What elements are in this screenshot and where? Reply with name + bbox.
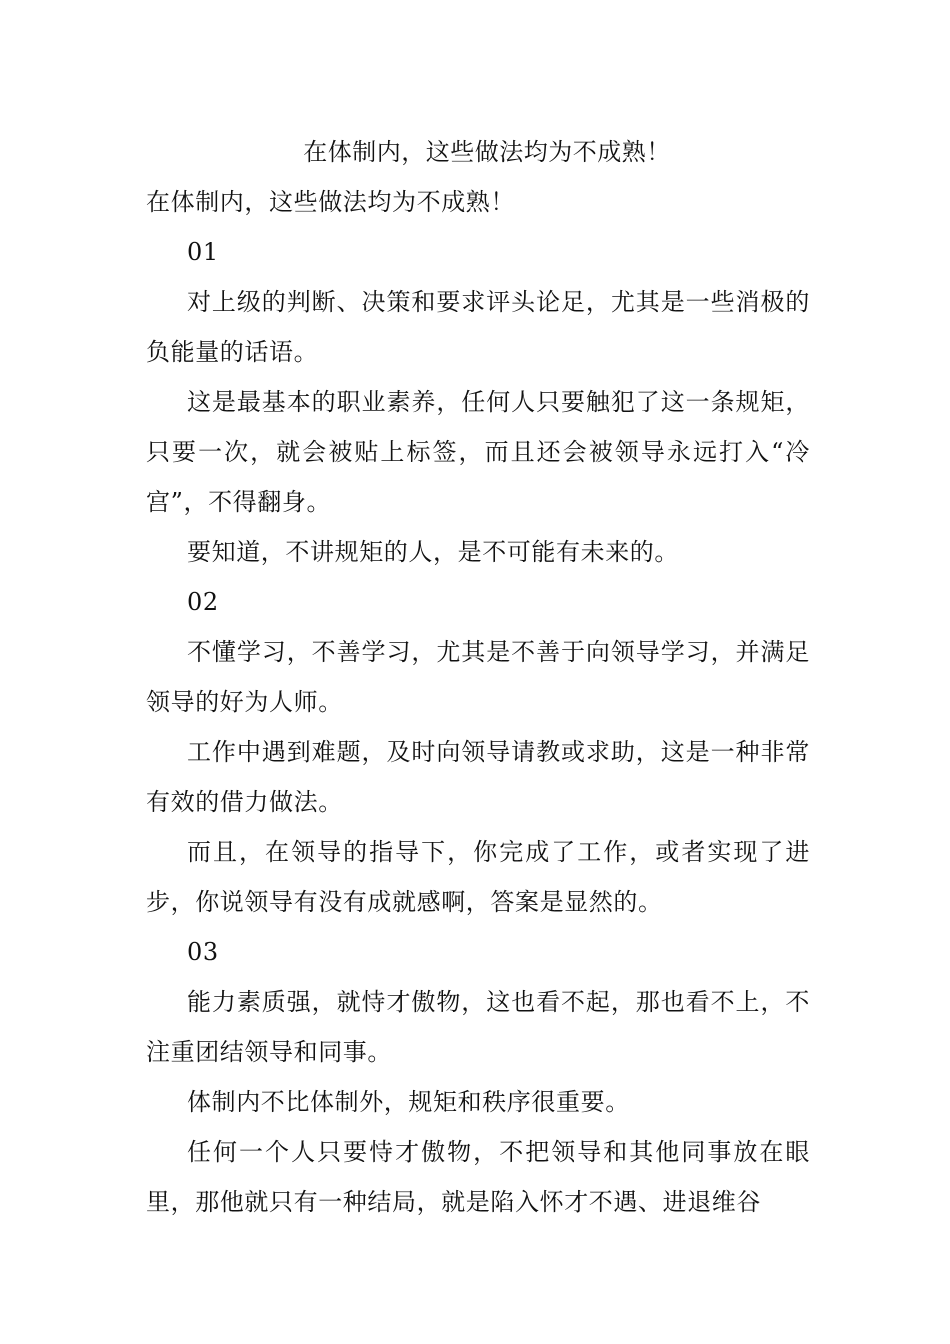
paragraph: 工作中遇到难题，及时向领导请教或求助，这是一种非常有效的借力做法。 [146,738,810,816]
paragraph: 不懂学习，不善学习，尤其是不善于向领导学习，并满足领导的好为人师。 [146,638,810,716]
paragraph: 在体制内，这些做法均为不成熟！ [146,188,515,216]
paragraph: 要知道，不讲规矩的人，是不可能有未来的。 [187,538,679,566]
paragraph: 而且，在领导的指导下，你完成了工作，或者实现了进步，你说领导有没有成就感啊，答案是显然的。 [146,838,810,916]
paragraph: 对上级的判断、决策和要求评头论足，尤其是一些消极的负能量的话语。 [146,288,810,366]
section-number: 01 [187,238,219,266]
paragraph: 体制内不比体制外，规矩和秩序很重要。 [187,1088,630,1116]
paragraph: 这是最基本的职业素养，任何人只要触犯了这一条规矩，只要一次，就会被贴上标签，而且还会被领导永远打入“冷宫”，不得翻身。 [146,388,810,516]
section-number: 03 [187,938,219,966]
document-title: 在体制内，这些做法均为不成熟！ [303,138,671,166]
paragraph: 任何一个人只要恃才傲物，不把领导和其他同事放在眼里，那他就只有一种结局，就是陷入怀才不遇、进退维谷 [146,1138,810,1216]
section-number: 02 [187,588,219,616]
paragraph: 能力素质强，就恃才傲物，这也看不起，那也看不上，不注重团结领导和同事。 [146,988,810,1066]
document-body [146,132,810,1227]
